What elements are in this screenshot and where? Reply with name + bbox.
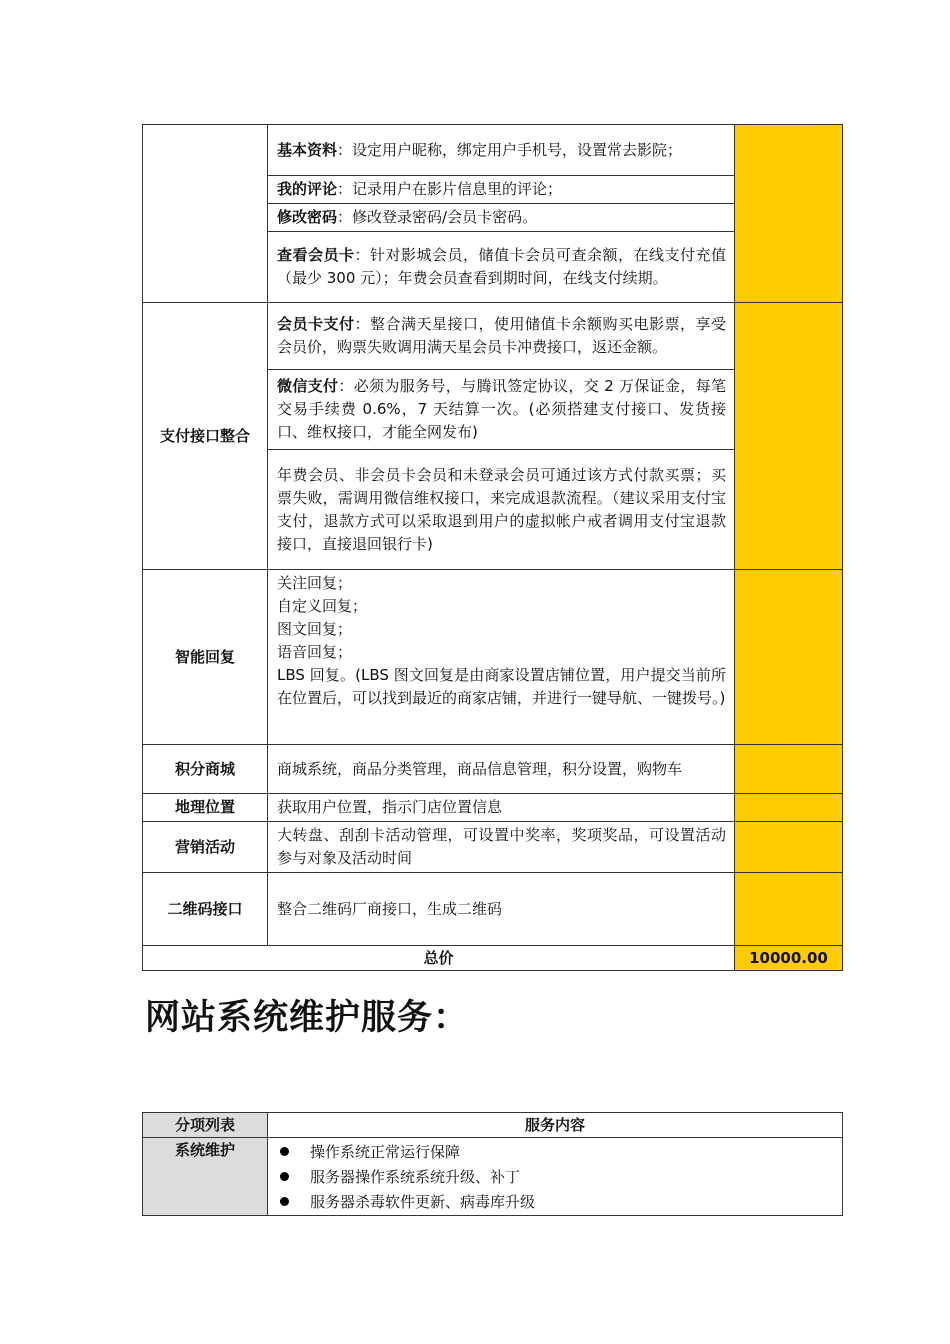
feature-member-card-pay bbox=[268, 303, 735, 370]
service-bullet-list bbox=[268, 1138, 842, 1215]
feature-label: 查看会员卡 bbox=[277, 246, 355, 264]
price-cell bbox=[735, 745, 843, 794]
feature-text: 记录用户在影片信息里的评论； bbox=[352, 180, 563, 198]
service-table bbox=[142, 1112, 843, 1216]
feature-label: 基本资料 bbox=[277, 140, 338, 159]
feature-text: 必须为服务号，与腾讯签定协议，交 2 万保证金，每笔交易手续费 0.6%，7 天结算一次。(必须搭建支付接口、发货接口、维权接口，才能全网发布) bbox=[277, 377, 726, 441]
reply-line: 语音回复； bbox=[277, 643, 353, 661]
category-cell: 支付接口整合 bbox=[143, 303, 268, 570]
feature-text: 修改登录密码/会员卡密码。 bbox=[352, 208, 538, 226]
feature-sep: ： bbox=[338, 377, 354, 395]
feature-text: 整合满天星接口，使用储值卡余额购买电影票，享受会员价，购票失败调用满天星会员卡冲费接口，返还金额。 bbox=[277, 315, 726, 356]
feature-sep: ： bbox=[354, 246, 370, 264]
bullet-icon bbox=[280, 1197, 289, 1206]
feature-view-member-card bbox=[268, 232, 735, 303]
service-item: 系统维护 bbox=[143, 1138, 268, 1216]
feature-marketing: 大转盘、刮刮卡活动管理，可设置中奖率，奖项奖品，可设置活动参与对象及活动时间 bbox=[268, 822, 735, 873]
list-item bbox=[278, 1164, 842, 1189]
bullet-icon bbox=[280, 1147, 289, 1156]
pricing-table bbox=[142, 124, 843, 971]
feature-label: 会员卡支付 bbox=[277, 315, 355, 333]
feature-points-mall: 商城系统，商品分类管理，商品信息管理，积分设置，购物车 bbox=[268, 745, 735, 794]
category-cell: 营销活动 bbox=[143, 822, 268, 873]
reply-line: 关注回复； bbox=[277, 574, 353, 592]
price-cell bbox=[735, 794, 843, 822]
feature-sep: ： bbox=[337, 140, 353, 159]
feature-payment-note bbox=[268, 450, 735, 570]
reply-line: LBS 回复。(LBS 图文回复是由商家设置店铺位置，用户提交当前所在位置后，可以找到最近的商家店铺，并进行一键导航、一键拨号。) bbox=[277, 666, 726, 707]
total-value: 10000.00 bbox=[735, 946, 843, 971]
reply-line: 图文回复； bbox=[277, 620, 353, 638]
category-cell bbox=[143, 125, 268, 303]
category-cell: 积分商城 bbox=[143, 745, 268, 794]
feature-qr-code: 整合二维码厂商接口，生成二维码 bbox=[268, 873, 735, 946]
section-heading: 网站系统维护服务： bbox=[145, 997, 470, 1038]
price-cell bbox=[735, 125, 843, 303]
feature-text: 年费会员、非会员卡会员和未登录会员可通过该方式付款买票；买票失败，需调用微信维权接口，来完成退款流程。（建议采用支付宝支付，退款方式可以采取退到用户的虚拟帐户戒者调用支付宝退款接口，直接退回银行卡) bbox=[277, 465, 726, 553]
category-cell: 地理位置 bbox=[143, 794, 268, 822]
price-cell bbox=[735, 570, 843, 745]
feature-wechat-pay bbox=[268, 370, 735, 450]
feature-sep: ： bbox=[337, 180, 353, 198]
bullet-icon bbox=[280, 1172, 289, 1181]
feature-basic-info bbox=[268, 125, 735, 176]
bullet-text: 服务器操作系统系统升级、补丁 bbox=[310, 1167, 521, 1186]
feature-label: 我的评论 bbox=[277, 180, 338, 198]
list-item bbox=[278, 1139, 842, 1164]
feature-label: 修改密码 bbox=[277, 208, 338, 226]
price-cell bbox=[735, 822, 843, 873]
price-cell bbox=[735, 873, 843, 946]
price-cell bbox=[735, 303, 843, 570]
list-item bbox=[278, 1189, 842, 1214]
feature-my-comments bbox=[268, 176, 735, 204]
feature-location: 获取用户位置，指示门店位置信息 bbox=[268, 794, 735, 822]
category-cell: 智能回复 bbox=[143, 570, 268, 745]
feature-change-password bbox=[268, 204, 735, 232]
reply-line: 自定义回复； bbox=[277, 597, 368, 615]
bullet-text: 服务器杀毒软件更新、病毒库升级 bbox=[310, 1192, 536, 1211]
bullet-text: 操作系统正常运行保障 bbox=[310, 1142, 461, 1161]
feature-smart-reply bbox=[268, 570, 735, 745]
feature-text: 针对影城会员，储值卡会员可查余额，在线支付充值（最少 300 元）；年费会员查看到期时间，在线支付续期。 bbox=[277, 246, 726, 287]
feature-label: 微信支付 bbox=[277, 377, 339, 395]
total-label: 总价 bbox=[143, 946, 735, 971]
service-content bbox=[268, 1138, 843, 1216]
feature-sep: ： bbox=[354, 315, 370, 333]
feature-text: 设定用户昵称，绑定用户手机号，设置常去影院； bbox=[352, 140, 683, 159]
feature-sep: ： bbox=[337, 208, 353, 226]
column-header-item: 分项列表 bbox=[143, 1113, 268, 1138]
column-header-content: 服务内容 bbox=[268, 1113, 843, 1138]
category-cell: 二维码接口 bbox=[143, 873, 268, 946]
